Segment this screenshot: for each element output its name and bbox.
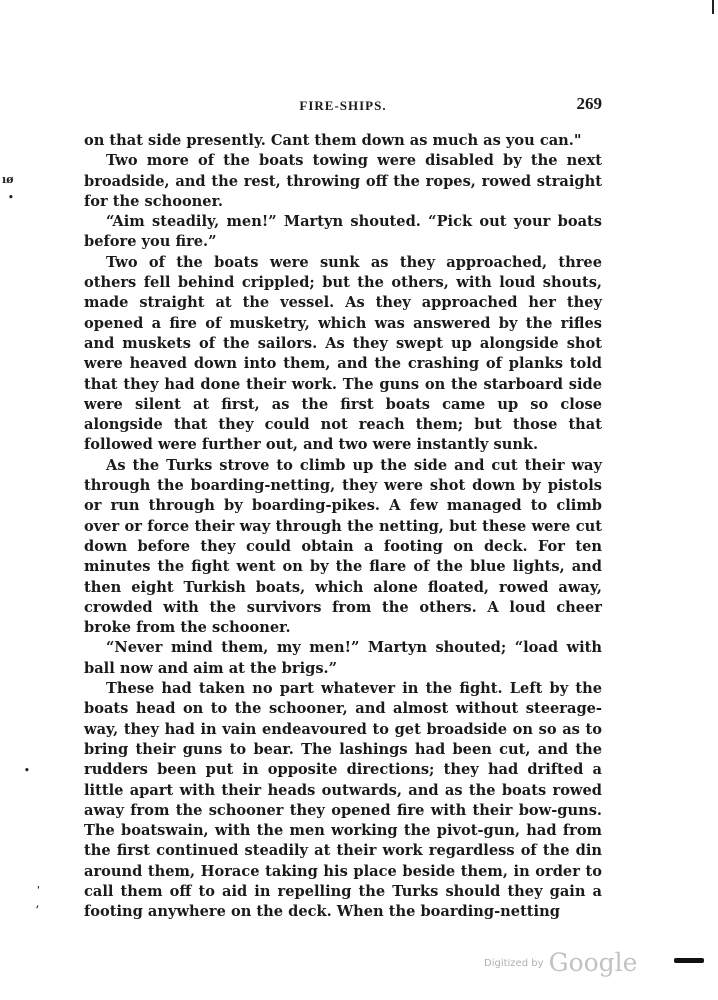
paragraph: These had taken no part whatever in the fight. Left by the boats head on to the schooner, and almost without steerage-way, they had in vain endeavoured to get broadside on so as to bring their guns to bear. The lashings had been cut, and the rudders been put in opposite directions; they had drifted a little apart with their heads outwards, and as the boats rowed away from the schooner they opened fire with their bow-guns. The boatswain, with the men working the pivot-gun, had from the first continued steadily at their work regardless of the din around them, Horace taking his place beside them, in order to call them off to aid in repelling the Turks should they gain a footing anywhere on the deck. When the boarding-netting [84,680,602,921]
page-number: 269 [576,94,602,113]
page-header [84,94,602,116]
margin-mark: • [24,766,30,776]
watermark-prefix: Digitized by [484,958,544,969]
paragraph: on that side presently. Cant them down as much as you can." [84,132,582,149]
paragraph: Two more of the boats towing were disabled by the next broadside, and the rest, throwing off the ropes, rowed straight for the schooner. [84,152,602,210]
body-text [84,131,602,923]
running-head: FIRE-SHIPS. [299,98,387,113]
margin-mark: ' [37,886,40,896]
margin-mark: • [8,193,14,203]
paragraph: “Aim steadily, men!” Martyn shouted. “Pick out your boats before you fire.” [84,213,602,251]
margin-mark: , [36,900,40,910]
google-logo: Google [548,948,638,977]
paragraph: “Never mind them, my men!” Martyn shouted; “load with ball now and aim at the brigs.” [84,639,602,677]
margin-mark: ıø [2,173,14,186]
scan-dash-mark [674,958,704,963]
scan-edge-mark [712,0,714,14]
paragraph: Two of the boats were sunk as they approached, three others fell behind crippled; but the others, with loud shouts, made straight at the vessel. As they approached her they opened a fire of musketry, which was answered by the rifles and muskets of the sailors. As they swept up alongside shot were heaved down into them, and the crashing of planks told that they had done their work. The guns on the starboard side were silent at first, as the first boats came up so close alongside that they could not reach them; but those that followed were further out, and two were instantly sunk. [84,253,602,454]
paragraph: As the Turks strove to climb up the side and cut their way through the boarding-netting, they were shot down by pistols or run through by boarding-pikes. A few managed to climb over or force their way through the netting, but these were cut down before they could obtain a footing on deck. For ten minutes the fight went on by the flare of the blue lights, and then eight Turkish boats, which alone floated, rowed away, crowded with the survivors from the others. A loud cheer broke from the schooner. [84,456,602,637]
digitization-watermark [484,948,637,980]
